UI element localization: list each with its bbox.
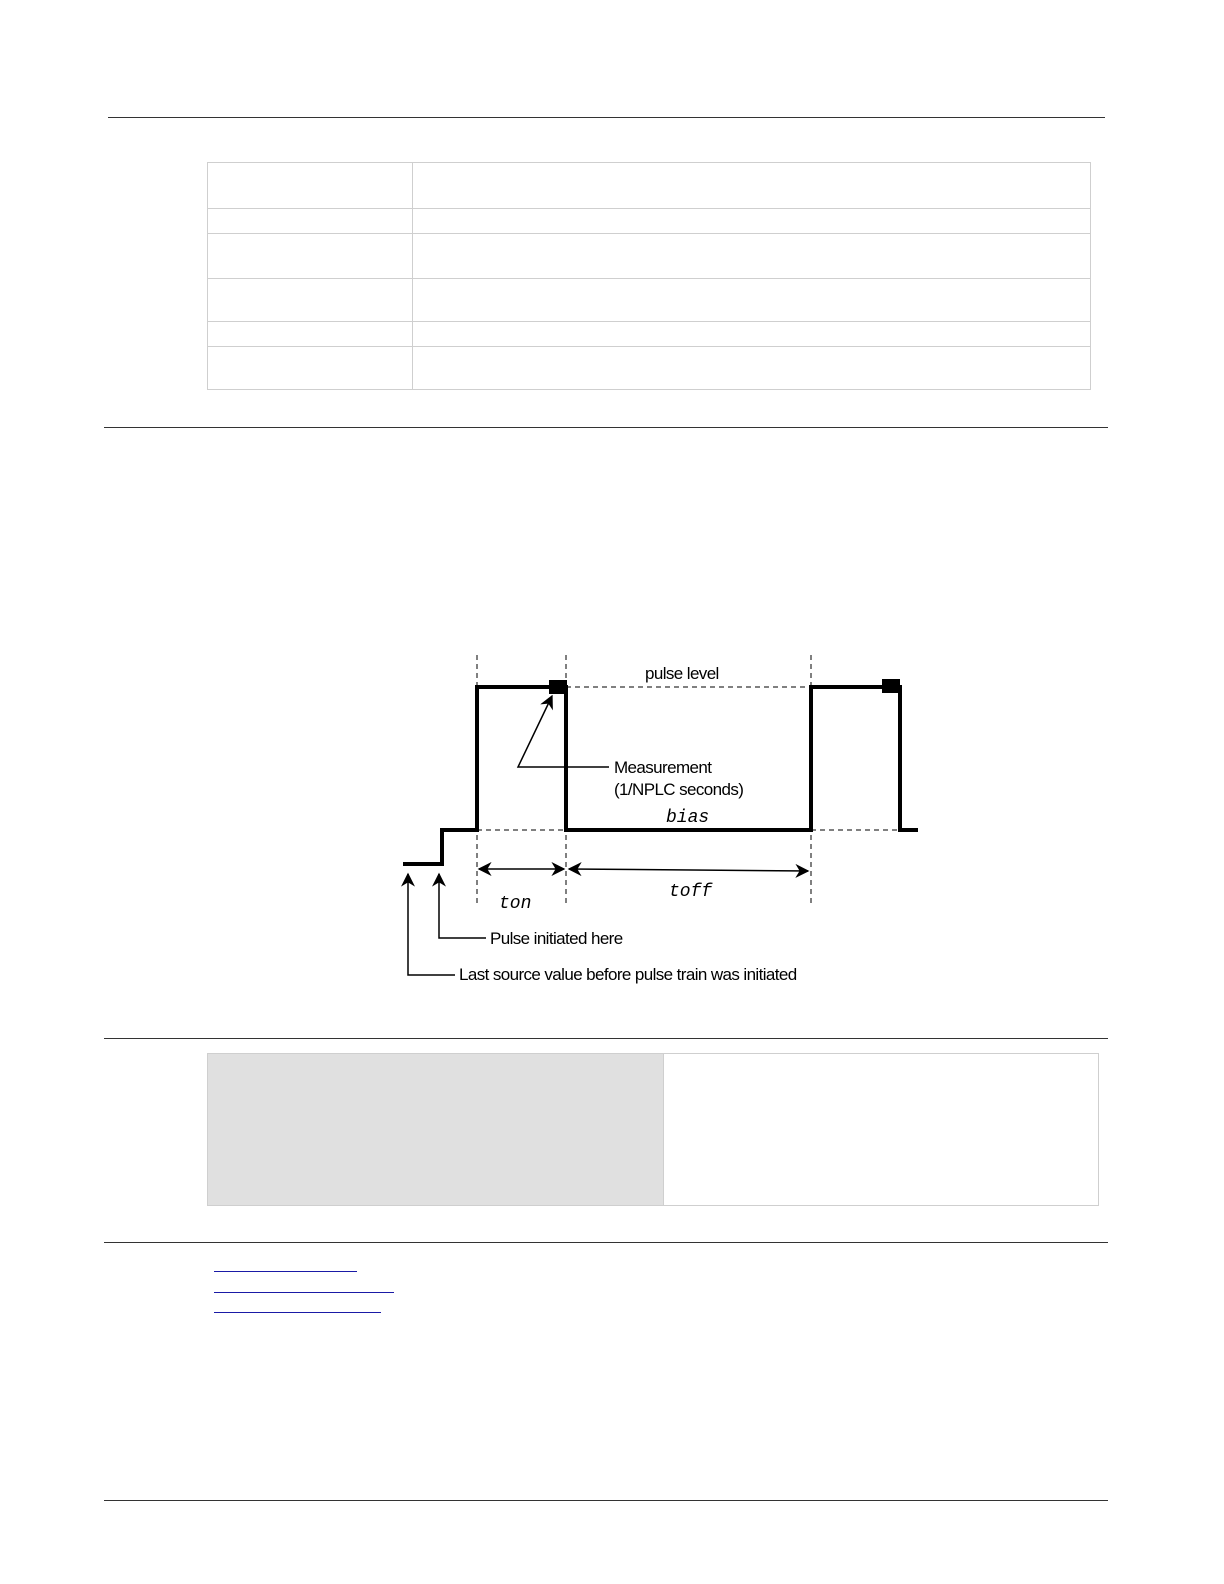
pulse-level-label: pulse level — [645, 664, 719, 683]
toff-arrow — [569, 869, 808, 871]
toff-label: toff — [669, 882, 713, 902]
last-source-label: Last source value before pulse train was initiated — [459, 965, 797, 984]
also-see-link[interactable] — [214, 1271, 357, 1272]
measurement-duration-label: (1/NPLC seconds) — [614, 780, 744, 799]
pulse-initiated-callout-line — [439, 874, 486, 938]
measurement-callout-line — [518, 696, 609, 767]
also-see-link[interactable] — [214, 1292, 394, 1293]
last-source-callout-line — [408, 874, 455, 975]
ton-label: ton — [499, 894, 532, 914]
also-see-link[interactable] — [214, 1312, 381, 1313]
measurement-marker — [882, 679, 900, 693]
measurement-label: Measurement — [614, 758, 712, 777]
measurement-marker — [549, 680, 567, 694]
bias-label: bias — [666, 808, 710, 828]
pulse-initiated-label: Pulse initiated here — [490, 929, 623, 948]
example-description-cell — [664, 1054, 1098, 1205]
example-box — [207, 1053, 1099, 1206]
example-code-cell — [208, 1054, 664, 1205]
